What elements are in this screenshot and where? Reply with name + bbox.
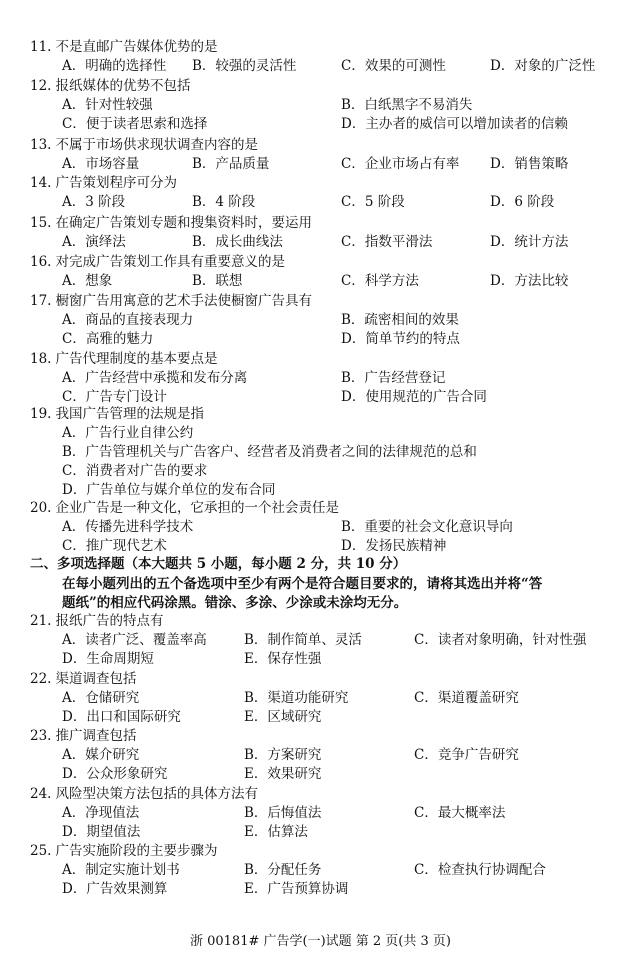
option: B．制作简单、灵活 bbox=[244, 632, 362, 648]
option: A．仓储研究 bbox=[62, 690, 140, 706]
question-stem bbox=[30, 77, 190, 96]
option: B．渠道功能研究 bbox=[244, 690, 349, 706]
option: B．广告管理机关与广告客户、经营者及消费者之间的法律规范的总和 bbox=[62, 444, 477, 460]
question-text: 广告实施阶段的主要步骤为 bbox=[55, 843, 218, 859]
option: B．4 阶段 bbox=[192, 194, 256, 210]
option: C．便于读者思索和选择 bbox=[62, 116, 208, 132]
section-heading: 二、多项选择题（本大题共 5 小题，每小题 2 分，共 10 分） bbox=[30, 556, 407, 572]
option: E．效果研究 bbox=[244, 766, 322, 782]
option: D．对象的广泛性 bbox=[490, 58, 596, 74]
question-number: 25. bbox=[30, 843, 52, 859]
option: E．保存性强 bbox=[244, 651, 322, 667]
option: C．高雅的魅力 bbox=[62, 331, 154, 347]
option: C．企业市场占有率 bbox=[341, 156, 460, 172]
option: B．白纸黑字不易消失 bbox=[341, 97, 473, 113]
option: D．方法比较 bbox=[490, 273, 569, 289]
option: E．区域研究 bbox=[244, 709, 322, 725]
option: B．疏密相间的效果 bbox=[341, 312, 459, 328]
option: B．联想 bbox=[192, 273, 243, 289]
option: D．使用规范的广告合同 bbox=[341, 389, 487, 405]
option: A．媒介研究 bbox=[62, 747, 140, 763]
question-stem bbox=[30, 727, 136, 746]
page-footer: 浙 00181# 广告学(一)试题 第 2 页(共 3 页) bbox=[189, 934, 451, 949]
option: D．统计方法 bbox=[490, 234, 569, 250]
section-instruction: 题纸”的相应代码涂黑。错涂、多涂、少涂或未涂均无分。 bbox=[62, 595, 408, 611]
question-number: 13. bbox=[30, 137, 52, 153]
option: C．渠道覆盖研究 bbox=[414, 690, 519, 706]
option: C．指数平滑法 bbox=[341, 234, 433, 250]
question-text: 企业广告是一种文化，它承担的一个社会责任是 bbox=[55, 500, 339, 516]
section-instruction: 在每小题列出的五个备选项中至少有两个是符合题目要求的，请将其选出并将“答 bbox=[62, 576, 543, 592]
option: C．5 阶段 bbox=[341, 194, 405, 210]
question-text: 我国广告管理的法规是指 bbox=[55, 406, 204, 422]
question-number: 14. bbox=[30, 175, 52, 191]
option: A．制定实施计划书 bbox=[62, 862, 180, 878]
option: E．估算法 bbox=[244, 824, 308, 840]
question-stem bbox=[30, 499, 339, 518]
question-text: 不属于市场供求现状调查内容的是 bbox=[55, 137, 258, 153]
question-stem bbox=[30, 405, 204, 424]
question-text: 橱窗广告用寓意的艺术手法使橱窗广告具有 bbox=[55, 293, 312, 309]
option: A．想象 bbox=[62, 273, 113, 289]
option: D．出口和国际研究 bbox=[62, 709, 181, 725]
option: C．广告专门设计 bbox=[62, 389, 167, 405]
option: D．广告效果测算 bbox=[62, 881, 168, 897]
question-text: 广告代理制度的基本要点是 bbox=[55, 351, 218, 367]
option: D．期望值法 bbox=[62, 824, 141, 840]
option: C．推广现代艺术 bbox=[62, 538, 167, 554]
question-number: 15. bbox=[30, 215, 52, 231]
option: B．后悔值法 bbox=[244, 805, 322, 821]
question-number: 22. bbox=[30, 671, 52, 687]
option: A．3 阶段 bbox=[62, 194, 126, 210]
option: D．销售策略 bbox=[490, 156, 569, 172]
option: C．竞争广告研究 bbox=[414, 747, 519, 763]
question-stem bbox=[30, 38, 217, 57]
option: D．主办者的威信可以增加读者的信赖 bbox=[341, 116, 568, 132]
option: B．广告经营登记 bbox=[341, 370, 446, 386]
option: C．读者对象明确，针对性强 bbox=[414, 632, 587, 648]
question-number: 11. bbox=[30, 39, 52, 55]
question-text: 广告策划程序可分为 bbox=[55, 175, 177, 191]
question-stem bbox=[30, 350, 217, 369]
question-stem bbox=[30, 670, 136, 689]
question-number: 21. bbox=[30, 613, 52, 629]
question-stem bbox=[30, 785, 258, 804]
question-number: 12. bbox=[30, 78, 52, 94]
option: A．商品的直接表现力 bbox=[62, 312, 194, 328]
option: A．传播先进科学技术 bbox=[62, 519, 194, 535]
question-stem bbox=[30, 292, 312, 311]
option: D．简单节约的特点 bbox=[341, 331, 460, 347]
option: C．效果的可测性 bbox=[341, 58, 446, 74]
question-text: 风险型决策方法包括的具体方法有 bbox=[55, 786, 258, 802]
question-number: 18. bbox=[30, 351, 52, 367]
question-stem bbox=[30, 253, 285, 272]
question-text: 在确定广告策划专题和搜集资料时，要运用 bbox=[55, 215, 312, 231]
question-stem bbox=[30, 214, 312, 233]
option: B．成长曲线法 bbox=[192, 234, 283, 250]
question-number: 19. bbox=[30, 406, 52, 422]
question-number: 23. bbox=[30, 728, 52, 744]
option: A．读者广泛、覆盖率高 bbox=[62, 632, 207, 648]
question-number: 16. bbox=[30, 254, 52, 270]
option: A．针对性较强 bbox=[62, 97, 153, 113]
question-stem bbox=[30, 136, 258, 155]
option: D．公众形象研究 bbox=[62, 766, 168, 782]
option: B．分配任务 bbox=[244, 862, 322, 878]
option: B．产品质量 bbox=[192, 156, 270, 172]
option: D．广告单位与媒介单位的发布合同 bbox=[62, 482, 276, 498]
option: A．演绎法 bbox=[62, 234, 126, 250]
option: B．重要的社会文化意识导向 bbox=[341, 519, 513, 535]
question-text: 渠道调查包括 bbox=[55, 671, 137, 687]
option: C．检查执行协调配合 bbox=[414, 862, 546, 878]
option: A．市场容量 bbox=[62, 156, 140, 172]
option: D．生命周期短 bbox=[62, 651, 154, 667]
question-number: 17. bbox=[30, 293, 52, 309]
option: E．广告预算协调 bbox=[244, 881, 349, 897]
question-text: 报纸广告的特点有 bbox=[55, 613, 164, 629]
option: C．最大概率法 bbox=[414, 805, 506, 821]
question-stem bbox=[30, 174, 177, 193]
option: B．较强的灵活性 bbox=[192, 58, 297, 74]
option: C．消费者对广告的要求 bbox=[62, 463, 208, 479]
question-text: 对完成广告策划工作具有重要意义的是 bbox=[55, 254, 285, 270]
question-number: 20. bbox=[30, 500, 52, 516]
question-text: 不是直邮广告媒体优势的是 bbox=[55, 39, 218, 55]
option: A．广告行业自律公约 bbox=[62, 425, 194, 441]
question-stem bbox=[30, 612, 163, 631]
question-stem bbox=[30, 842, 217, 861]
question-number: 24. bbox=[30, 786, 52, 802]
option: A．广告经营中承揽和发布分离 bbox=[62, 370, 248, 386]
option: D．发扬民族精神 bbox=[341, 538, 447, 554]
option: A．明确的选择性 bbox=[62, 58, 167, 74]
option: A．净现值法 bbox=[62, 805, 140, 821]
option: B．方案研究 bbox=[244, 747, 322, 763]
question-text: 推广调查包括 bbox=[55, 728, 137, 744]
option: C．科学方法 bbox=[341, 273, 419, 289]
question-text: 报纸媒体的优势不包括 bbox=[55, 78, 191, 94]
option: D．6 阶段 bbox=[490, 194, 555, 210]
